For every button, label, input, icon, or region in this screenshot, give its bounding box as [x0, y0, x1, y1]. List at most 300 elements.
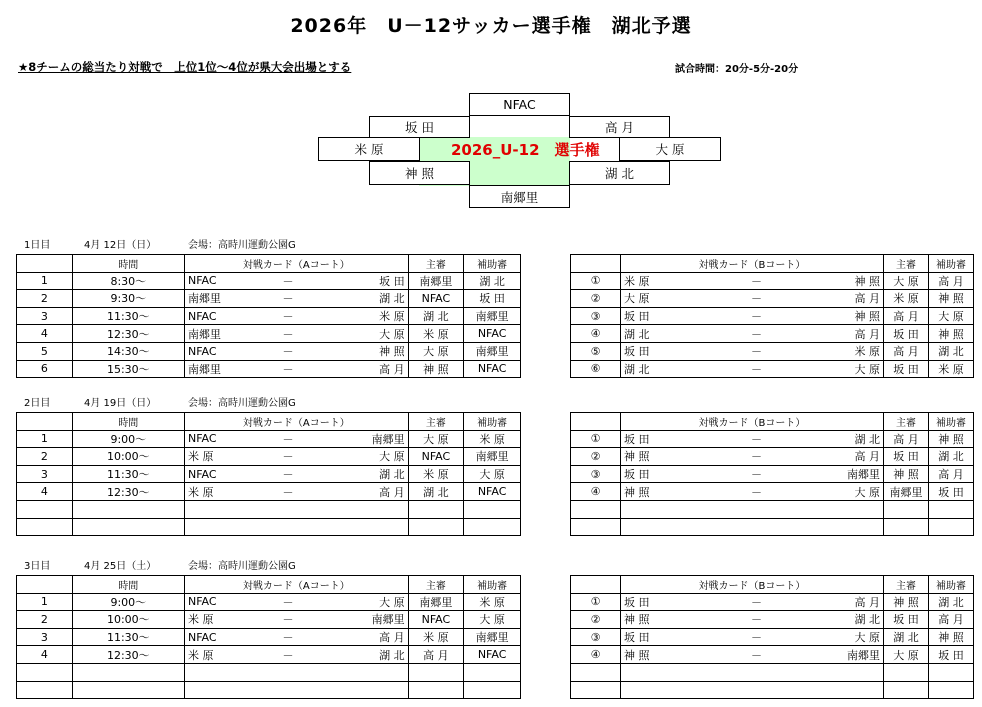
- diagram-team-upper-left: 坂 田: [369, 116, 470, 138]
- match-row: [571, 430, 974, 448]
- match-row: [17, 307, 521, 325]
- versus-dash: [253, 663, 322, 681]
- match-row: [571, 272, 974, 290]
- header-no: [571, 576, 621, 594]
- home-team: 米 原: [184, 646, 253, 664]
- match-number: ④: [571, 325, 621, 343]
- referee-team: [884, 518, 929, 536]
- assistant-team: 高 月: [929, 272, 974, 290]
- match-time: [72, 663, 184, 681]
- match-row: [571, 500, 974, 518]
- match-row: [571, 483, 974, 501]
- header-card-a: 対戦カード（Aコート）: [184, 255, 408, 273]
- match-row: [571, 628, 974, 646]
- match-number: ⑥: [571, 360, 621, 378]
- assistant-team: 湖 北: [929, 448, 974, 466]
- home-team: 米 原: [184, 448, 253, 466]
- header-no: [571, 413, 621, 431]
- assistant-team: NFAC: [464, 325, 521, 343]
- header-card-b: 対戦カード（Bコート）: [621, 255, 884, 273]
- home-team: 坂 田: [621, 307, 707, 325]
- referee-team: 米 原: [408, 325, 464, 343]
- header-referee: 主審: [884, 413, 929, 431]
- referee-team: 神 照: [408, 360, 464, 378]
- header-assistant: 補助審: [929, 576, 974, 594]
- away-team: [807, 681, 884, 699]
- diagram-center-label: 2026_U-12 選手権: [451, 141, 600, 159]
- assistant-team: [464, 681, 521, 699]
- match-time: 12:30～: [72, 646, 184, 664]
- match-row: [17, 465, 521, 483]
- versus-dash: －: [707, 593, 807, 611]
- court-b-table: [570, 412, 974, 536]
- assistant-team: 高 月: [929, 465, 974, 483]
- assistant-team: 米 原: [464, 430, 521, 448]
- versus-dash: －: [707, 646, 807, 664]
- versus-dash: －: [707, 272, 807, 290]
- referee-team: NFAC: [408, 611, 464, 629]
- referee-team: [884, 681, 929, 699]
- home-team: 大 原: [621, 290, 707, 308]
- versus-dash: －: [253, 465, 322, 483]
- referee-team: 坂 田: [884, 611, 929, 629]
- versus-dash: －: [253, 360, 322, 378]
- diagram-team-bottom: 南郷里: [469, 185, 570, 208]
- assistant-team: [929, 663, 974, 681]
- match-number: ①: [571, 272, 621, 290]
- assistant-team: [929, 518, 974, 536]
- referee-team: 南郷里: [408, 593, 464, 611]
- home-team: [621, 500, 707, 518]
- match-number: 3: [17, 307, 73, 325]
- away-team: 米 原: [322, 307, 408, 325]
- header-assistant: 補助審: [464, 255, 521, 273]
- match-row: [17, 646, 521, 664]
- match-number: 4: [17, 325, 73, 343]
- day-date: 4月 25日（土）: [84, 561, 157, 572]
- assistant-team: 大 原: [464, 611, 521, 629]
- away-team: 湖 北: [322, 465, 408, 483]
- assistant-team: 湖 北: [929, 342, 974, 360]
- match-time: 8:30～: [72, 272, 184, 290]
- home-team: NFAC: [184, 272, 253, 290]
- referee-team: 米 原: [408, 628, 464, 646]
- match-time: 11:30～: [72, 465, 184, 483]
- away-team: 坂 田: [322, 272, 408, 290]
- away-team: 南郷里: [322, 611, 408, 629]
- assistant-team: [929, 500, 974, 518]
- versus-dash: －: [253, 290, 322, 308]
- home-team: NFAC: [184, 342, 253, 360]
- assistant-team: NFAC: [464, 646, 521, 664]
- versus-dash: [253, 681, 322, 699]
- match-time: 10:00～: [72, 448, 184, 466]
- diagram-team-top: NFAC: [469, 93, 570, 116]
- header-time: 時間: [72, 255, 184, 273]
- header-referee: 主審: [884, 255, 929, 273]
- header-no: [17, 413, 73, 431]
- match-row: [571, 593, 974, 611]
- day-date: 4月 19日（日）: [84, 398, 157, 409]
- match-number: ②: [571, 290, 621, 308]
- versus-dash: －: [253, 611, 322, 629]
- versus-dash: －: [253, 342, 322, 360]
- match-time: 9:00～: [72, 430, 184, 448]
- home-team: 神 照: [621, 646, 707, 664]
- assistant-team: 坂 田: [929, 646, 974, 664]
- referee-team: 大 原: [408, 342, 464, 360]
- referee-team: [408, 518, 464, 536]
- match-row: [17, 272, 521, 290]
- versus-dash: －: [253, 272, 322, 290]
- diagram-team-upper-right: 高 月: [569, 116, 670, 138]
- versus-dash: [253, 518, 322, 536]
- home-team: 坂 田: [621, 430, 707, 448]
- court-a-table: [16, 412, 521, 536]
- page-title: 2026年 U－12サッカー選手権 湖北予選: [290, 15, 692, 37]
- match-number: 4: [17, 646, 73, 664]
- assistant-team: 大 原: [464, 465, 521, 483]
- referee-team: 坂 田: [884, 360, 929, 378]
- assistant-team: [464, 500, 521, 518]
- home-team: NFAC: [184, 593, 253, 611]
- assistant-team: 南郷里: [464, 448, 521, 466]
- away-team: 高 月: [322, 360, 408, 378]
- match-time: 12:30～: [72, 325, 184, 343]
- referee-team: NFAC: [408, 290, 464, 308]
- referee-team: 高 月: [884, 430, 929, 448]
- versus-dash: －: [707, 448, 807, 466]
- match-number: ①: [571, 430, 621, 448]
- match-row: [17, 448, 521, 466]
- match-number: [571, 500, 621, 518]
- assistant-team: 神 照: [929, 290, 974, 308]
- versus-dash: －: [253, 628, 322, 646]
- match-row: [17, 681, 521, 699]
- header-card-a: 対戦カード（Aコート）: [184, 576, 408, 594]
- match-row: [17, 518, 521, 536]
- referee-team: [408, 681, 464, 699]
- referee-team: 大 原: [408, 430, 464, 448]
- tournament-rule: ★8チームの総当たり対戦で 上位1位～4位が県大会出場とする: [18, 60, 352, 74]
- assistant-team: 米 原: [464, 593, 521, 611]
- match-row: [17, 628, 521, 646]
- assistant-team: 大 原: [929, 307, 974, 325]
- match-number: 3: [17, 628, 73, 646]
- match-number: [17, 518, 73, 536]
- match-number: ④: [571, 483, 621, 501]
- header-assistant: 補助審: [929, 255, 974, 273]
- match-number: 2: [17, 611, 73, 629]
- home-team: [184, 663, 253, 681]
- match-time: [72, 681, 184, 699]
- home-team: 坂 田: [621, 628, 707, 646]
- assistant-team: 南郷里: [464, 342, 521, 360]
- assistant-team: 米 原: [929, 360, 974, 378]
- match-row: [17, 663, 521, 681]
- day-venue: 会場：高時川運動公園G: [188, 561, 296, 572]
- diagram-team-mid-left: 米 原: [318, 137, 420, 161]
- away-team: 神 照: [807, 307, 884, 325]
- match-number: ⑤: [571, 342, 621, 360]
- home-team: 坂 田: [621, 465, 707, 483]
- versus-dash: －: [253, 593, 322, 611]
- away-team: [807, 500, 884, 518]
- match-number: [571, 663, 621, 681]
- header-time: 時間: [72, 413, 184, 431]
- referee-team: 神 照: [884, 465, 929, 483]
- home-team: 坂 田: [621, 342, 707, 360]
- versus-dash: [253, 500, 322, 518]
- away-team: 南郷里: [807, 646, 884, 664]
- match-number: 3: [17, 465, 73, 483]
- match-row: [17, 500, 521, 518]
- match-row: [571, 518, 974, 536]
- home-team: 米 原: [184, 483, 253, 501]
- match-row: [571, 448, 974, 466]
- referee-team: 坂 田: [884, 325, 929, 343]
- header-assistant: 補助審: [464, 413, 521, 431]
- match-time: 10:00～: [72, 611, 184, 629]
- home-team: [621, 681, 707, 699]
- match-row: [571, 663, 974, 681]
- match-time: 試合時間：20分-5分-20分: [675, 64, 799, 75]
- away-team: [322, 681, 408, 699]
- home-team: 米 原: [621, 272, 707, 290]
- match-row: [571, 360, 974, 378]
- match-row: [571, 342, 974, 360]
- match-number: [17, 500, 73, 518]
- day-label: 1日目: [24, 240, 51, 251]
- court-a-table: [16, 575, 521, 699]
- header-referee: 主審: [408, 255, 464, 273]
- away-team: 南郷里: [322, 430, 408, 448]
- referee-team: [884, 663, 929, 681]
- away-team: [322, 518, 408, 536]
- home-team: NFAC: [184, 628, 253, 646]
- assistant-team: 湖 北: [464, 272, 521, 290]
- match-time: [72, 500, 184, 518]
- versus-dash: －: [707, 430, 807, 448]
- match-time: 9:00～: [72, 593, 184, 611]
- day-venue: 会場：高時川運動公園G: [188, 398, 296, 409]
- match-row: [571, 465, 974, 483]
- versus-dash: [707, 518, 807, 536]
- referee-team: [408, 663, 464, 681]
- versus-dash: －: [707, 628, 807, 646]
- away-team: 高 月: [807, 325, 884, 343]
- match-number: 1: [17, 593, 73, 611]
- home-team: 神 照: [621, 611, 707, 629]
- home-team: [621, 663, 707, 681]
- away-team: 湖 北: [807, 430, 884, 448]
- match-time: [72, 518, 184, 536]
- home-team: 南郷里: [184, 290, 253, 308]
- court-b-table: [570, 254, 974, 378]
- match-time: 14:30～: [72, 342, 184, 360]
- home-team: 湖 北: [621, 325, 707, 343]
- match-row: [17, 325, 521, 343]
- match-number: [571, 518, 621, 536]
- referee-team: 南郷里: [884, 483, 929, 501]
- referee-team: 米 原: [408, 465, 464, 483]
- versus-dash: －: [707, 307, 807, 325]
- home-team: [184, 500, 253, 518]
- day-date: 4月 12日（日）: [84, 240, 157, 251]
- assistant-team: 湖 北: [929, 593, 974, 611]
- away-team: 高 月: [807, 448, 884, 466]
- home-team: NFAC: [184, 430, 253, 448]
- away-team: 大 原: [322, 593, 408, 611]
- versus-dash: －: [707, 611, 807, 629]
- match-number: 1: [17, 272, 73, 290]
- match-row: [17, 360, 521, 378]
- match-row: [17, 430, 521, 448]
- match-row: [571, 307, 974, 325]
- home-team: NFAC: [184, 465, 253, 483]
- match-row: [571, 611, 974, 629]
- match-number: [17, 681, 73, 699]
- referee-team: 高 月: [884, 342, 929, 360]
- match-row: [571, 646, 974, 664]
- assistant-team: NFAC: [464, 483, 521, 501]
- home-team: [184, 681, 253, 699]
- assistant-team: NFAC: [464, 360, 521, 378]
- referee-team: 湖 北: [884, 628, 929, 646]
- assistant-team: 坂 田: [464, 290, 521, 308]
- match-number: ①: [571, 593, 621, 611]
- header-no: [571, 255, 621, 273]
- match-time: 11:30～: [72, 307, 184, 325]
- match-number: [17, 663, 73, 681]
- referee-team: 坂 田: [884, 448, 929, 466]
- header-assistant: 補助審: [929, 413, 974, 431]
- referee-team: 大 原: [884, 646, 929, 664]
- away-team: [807, 518, 884, 536]
- home-team: 神 照: [621, 483, 707, 501]
- referee-team: 南郷里: [408, 272, 464, 290]
- assistant-team: 南郷里: [464, 628, 521, 646]
- match-number: ②: [571, 611, 621, 629]
- versus-dash: －: [707, 342, 807, 360]
- versus-dash: －: [253, 307, 322, 325]
- match-number: ②: [571, 448, 621, 466]
- match-number: ③: [571, 465, 621, 483]
- away-team: 高 月: [807, 290, 884, 308]
- away-team: [322, 663, 408, 681]
- assistant-team: 神 照: [929, 325, 974, 343]
- match-row: [17, 611, 521, 629]
- match-time: 11:30～: [72, 628, 184, 646]
- assistant-team: 坂 田: [929, 483, 974, 501]
- assistant-team: [464, 663, 521, 681]
- away-team: 湖 北: [322, 290, 408, 308]
- referee-team: 米 原: [884, 290, 929, 308]
- versus-dash: [707, 681, 807, 699]
- header-time: 時間: [72, 576, 184, 594]
- header-no: [17, 255, 73, 273]
- versus-dash: －: [253, 483, 322, 501]
- match-row: [571, 290, 974, 308]
- match-number: 4: [17, 483, 73, 501]
- home-team: 南郷里: [184, 325, 253, 343]
- header-card-a: 対戦カード（Aコート）: [184, 413, 408, 431]
- away-team: [322, 500, 408, 518]
- header-no: [17, 576, 73, 594]
- away-team: 南郷里: [807, 465, 884, 483]
- match-number: ④: [571, 646, 621, 664]
- match-number: 1: [17, 430, 73, 448]
- away-team: 大 原: [807, 628, 884, 646]
- diagram-team-mid-right: 大 原: [619, 137, 721, 161]
- header-referee: 主審: [408, 413, 464, 431]
- away-team: 大 原: [807, 360, 884, 378]
- match-number: ③: [571, 628, 621, 646]
- referee-team: [884, 500, 929, 518]
- court-b-table: [570, 575, 974, 699]
- header-card-b: 対戦カード（Bコート）: [621, 576, 884, 594]
- versus-dash: [707, 663, 807, 681]
- match-row: [571, 681, 974, 699]
- match-number: 2: [17, 290, 73, 308]
- home-team: 南郷里: [184, 360, 253, 378]
- referee-team: 湖 北: [408, 483, 464, 501]
- match-row: [17, 290, 521, 308]
- assistant-team: [929, 681, 974, 699]
- header-referee: 主審: [884, 576, 929, 594]
- assistant-team: 南郷里: [464, 307, 521, 325]
- versus-dash: －: [253, 646, 322, 664]
- diagram-team-lower-right: 湖 北: [569, 161, 670, 185]
- match-number: 5: [17, 342, 73, 360]
- away-team: 湖 北: [807, 611, 884, 629]
- versus-dash: －: [707, 483, 807, 501]
- away-team: 大 原: [322, 325, 408, 343]
- home-team: NFAC: [184, 307, 253, 325]
- away-team: [807, 663, 884, 681]
- away-team: 神 照: [322, 342, 408, 360]
- match-row: [17, 593, 521, 611]
- match-row: [17, 342, 521, 360]
- home-team: 神 照: [621, 448, 707, 466]
- court-a-table: [16, 254, 521, 378]
- match-number: 6: [17, 360, 73, 378]
- match-number: [571, 681, 621, 699]
- match-number: ③: [571, 307, 621, 325]
- header-card-b: 対戦カード（Bコート）: [621, 413, 884, 431]
- assistant-team: 神 照: [929, 430, 974, 448]
- match-time: 12:30～: [72, 483, 184, 501]
- match-time: 15:30～: [72, 360, 184, 378]
- referee-team: NFAC: [408, 448, 464, 466]
- versus-dash: －: [253, 448, 322, 466]
- day-label: 3日目: [24, 561, 51, 572]
- versus-dash: －: [707, 325, 807, 343]
- home-team: 米 原: [184, 611, 253, 629]
- referee-team: 大 原: [884, 272, 929, 290]
- versus-dash: －: [707, 360, 807, 378]
- day-venue: 会場：高時川運動公園G: [188, 240, 296, 251]
- match-row: [571, 325, 974, 343]
- match-time: 9:30～: [72, 290, 184, 308]
- away-team: 米 原: [807, 342, 884, 360]
- match-row: [17, 483, 521, 501]
- referee-team: 湖 北: [408, 307, 464, 325]
- home-team: [184, 518, 253, 536]
- away-team: 大 原: [807, 483, 884, 501]
- referee-team: 神 照: [884, 593, 929, 611]
- match-number: 2: [17, 448, 73, 466]
